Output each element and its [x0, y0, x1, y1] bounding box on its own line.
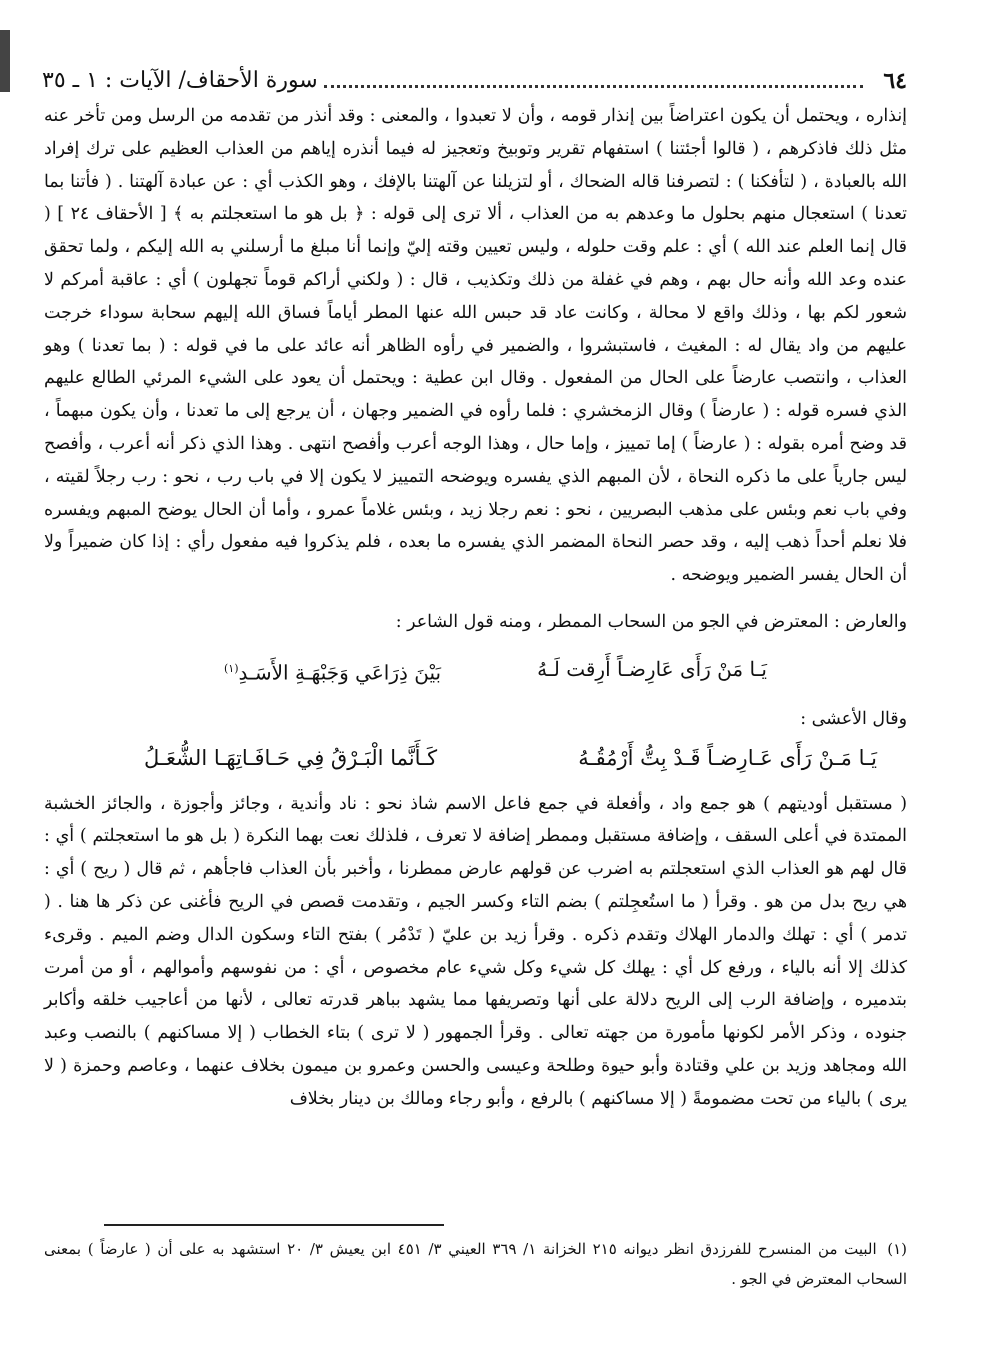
footnote-marker: (١)	[224, 661, 239, 675]
paragraph-1: إنذاره ، ويحتمل أن يكون اعتراضاً بين إنذار قومه ، وأن لا تعبدوا ، والمعنى : وقد أنذر من تقدمه من الرسل ومن تأخر عنه مثل ذلك فاذكرهم ، ( قالوا أجئتنا ) استفهام تقرير وتوبيخ وتعجيز له فيما أنذره إياهم من العذاب العظيم على ترك إفراد الله بالعبادة ، ( لتأفكنا ) : لتصرفنا قاله الضحاك ، أو لتزيلنا عن آلهتنا بالإفك ، وهو الكذب أي : عن عبادة آلهتنا . ( فأتنا بما تعدنا ) استعجال منهم بحلول ما وعدهم به من العذاب ، ألا ترى إلى قوله : ﴿ بل هو ما استعجلتم به ﴾ [ الأحقاف ٢٤ ] ( قال إنما العلم عند الله ) أي : علم وقت حلوله ، وليس تعيين وقته إليّ وإنما أنا مبلغ ما أرسلني به الله إليكم ، ولما تحقق عنده وعد الله وأنه حال بهم ، وهم في غفلة من ذلك وتكذيب ، قال : ( ولكني أراكم قوماً تجهلون ) أي : عاقبة أمركم لا شعور لكم بها ، وذلك واقع لا محالة ، وكانت عاد قد حبس الله عنها المطر أياماً فساق الله إليهم سحابة سوداء خرجت عليهم من واد يقال له : المغيث ، فاستبشروا ، والضمير في رأوه الظاهر أنه عائد على ما في قوله : ( بما تعدنا ) وهو العذاب ، وانتصب عارضاً على الحال من المفعول . وقال ابن عطية : ويحتمل أن يعود على الشيء المرئي الطالع عليهم الذي فسره قوله : ( عارضاً ) وقال الزمخشري : فلما رأوه في الضمير وجهان ، أن يرجع إلى ما تعدنا ، وأن يكون مبهماً ، قد وضح أمره بقوله : ( عارضاً ) إما تمييز ، وإما حال ، وهذا الوجه أعرب وأفصح انتهى . وهذا الذي ذكر أنه أعرب ، وأفصح ليس جارياً على ما ذكره النحاة ، لأن المبهم الذي يفسره ويوضحه التمييز لا يكون إلا في باب رب ، نحو : رب رجلاً لقيته ، وفي باب نعم وبئس على مذهب البصريين ، نحو : نعم رجلا زيد ، وبئس غلاماً عمرو ، وأما أن الحال يوضح المبهم ويفسره فلا نعلم أحداً ذهب إليه ، وقد حصر النحاة المضمر الذي يفسره ما بعده ، فلم يذكروا فيه مفعول رأي : إذا كان ضميراً ولا أن الحال يفسر الضمير ويوضحه .	[44, 106, 907, 586]
verse-1	[44, 639, 907, 697]
footnote	[44, 1234, 907, 1294]
paragraph-2: والعارض : المعترض في الجو من السحاب الممطر ، ومنه قول الشاعر :	[395, 611, 907, 632]
footnote-text: البيت من المنسرح للفرزدق انظر ديوانه ٢١٥ الخزانة ١/ ٣٦٩ العيني ٣/ ٤٥١ ابن يعيش ٣/ ٢٠ استشهد به على أن ( عارضاً ) بمعنى السحاب المعترض في الجو .	[44, 1240, 907, 1288]
running-title: سورة الأحقاف/ الآيات : ١ ـ ٣٥	[42, 68, 318, 93]
verse-2-first-hemistich: يَـا مَـنْ رَأَى عَـارِضـاً قَـدْ بِتُّ أَرْمُقُـهُ	[578, 745, 877, 770]
verse-2-intro: وقال الأعشى :	[800, 708, 907, 729]
page-header	[42, 60, 907, 94]
footnote-number: (١)	[887, 1240, 908, 1258]
paragraph-3: ( مستقبل أوديتهم ) هو جمع واد ، وأفعلة في جمع فاعل الاسم شاذ نحو : ناد وأندية ، وجائز وأجوزة ، والجائز الخشبة الممتدة في أعلى السقف ، وإضافة مستقبل وممطر إضافة لا تعرف ، فلذلك نعت بهما النكرة ( بل هو ما استعجلتم ) أي : قال لهم هو العذاب الذي استعجلتم به اضرب عن قولهم عارض ممطرنا ، وأخبر بأن العذاب فاجأهم ، ثم قال ( ريح ) أي : هي ريح بدل من هو . وقرأ ( ما استُعجِلتم ) بضم التاء وكسر الجيم ، وتقدمت قصص في الريح فأغنى عن ذكر ها هنا . ( تدمر ) أي : تهلك والدمار الهلاك وتقدم ذكره . وقرأ زيد بن عليّ ( تَدْمُر ) بفتح التاء وسكون الدال وضم الميم . وقرىء كذلك إلا أنه بالياء ، ورفع كل أي : يهلك كل شيء وكل شيء عام مخصوص ، أي : من نفوسهم وأموالهم ، أو من أمرت بتدميره ، وإضافة الرب إلى الريح دلالة على أنها وتصريفها مما يشهد بباهر قدرته تعالى ، لأنها من أعاجيب خلقه وأكابر جنوده ، وذكر الأمر لكونها مأمورة من جهته تعالى . وقرأ الجمهور ( لا ترى ) بتاء الخطاب ( إلا مساكنهم ) بالنصب وعبد الله ومجاهد وزيد بن علي وقتادة وأبو حيوة وطلحة وعيسى والحسن وعمرو بن ميمون بخلاف عنهما ، وعاصم وحمزة ( لا يرى ) بالياء من تحت مضمومةً ( إلا مساكنهم ) بالرفع ، وأبو رجاء ومالك بن دينار بخلاف	[44, 793, 907, 1109]
footnote-separator	[104, 1224, 444, 1226]
scan-edge-mark	[0, 30, 10, 92]
verse-2-second-hemistich: كَـأَنَّما الْبَـرْقُ فِي حَـافَـاتِهَـا الشُّعَـلُ	[144, 745, 438, 770]
verse-1-first-hemistich: يَـا مَنْ رَأَى عَارِضـاً أَرِقت لَـهُ	[537, 656, 767, 681]
header-dotted-leader	[324, 85, 864, 88]
verse-1-second-hemistich: بَيْنَ ذِرَاعَي وَجَبْهَـةِ الأَسَـدِ$^{(١)}$	[224, 660, 442, 685]
verse-2	[44, 736, 907, 788]
page-number: ٦٤	[883, 68, 907, 94]
main-text	[44, 100, 907, 1116]
